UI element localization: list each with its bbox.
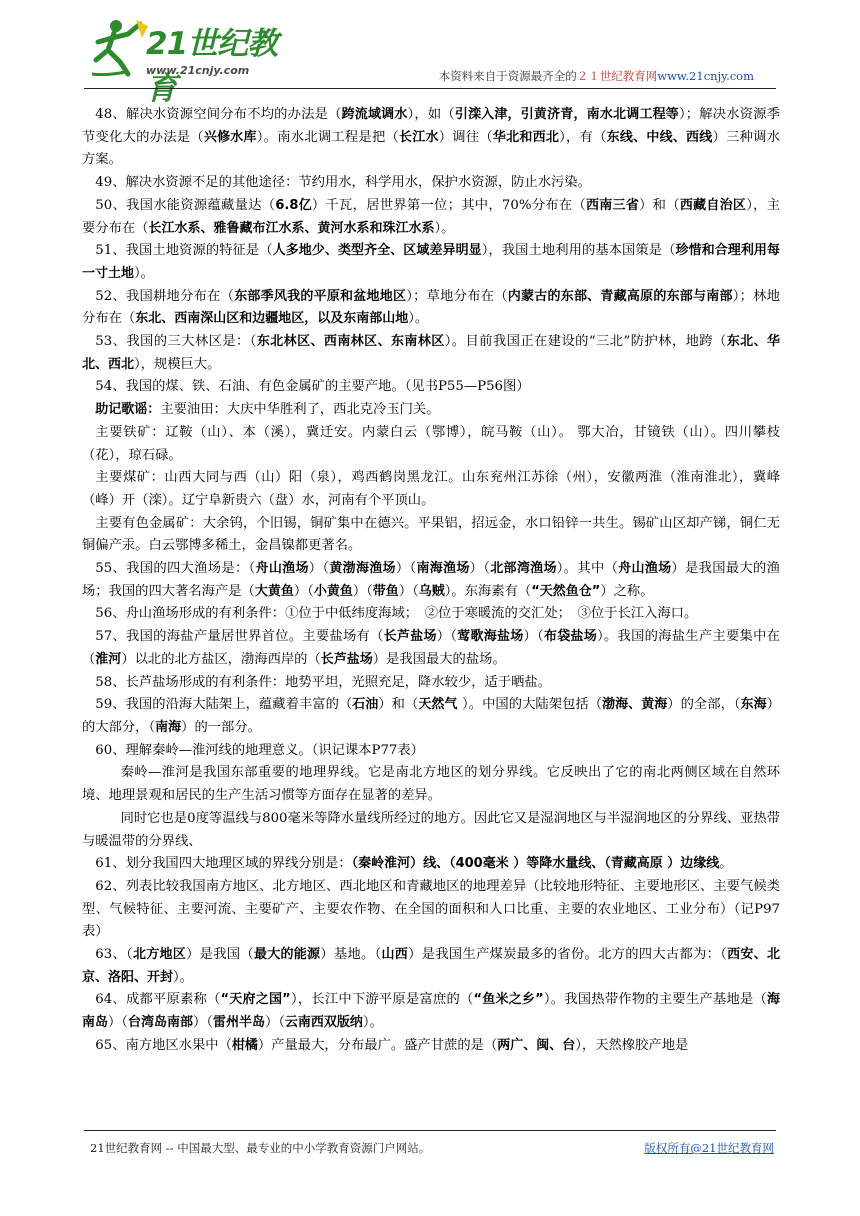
footer-slogan: 21世纪教育网 -- 中国最大型、最专业的中小学教育资源门户网站。: [90, 1141, 431, 1155]
paragraph: [82, 626, 780, 671]
paragraph: [82, 399, 780, 422]
body-text: ）。: [362, 1015, 383, 1031]
body-text: ）是我国生产煤炭最多的省份。北方的四大古都为：（: [408, 947, 728, 963]
paragraph: [82, 422, 780, 467]
answer-text: 6.8亿: [275, 197, 312, 213]
answer-text: 乌贼: [418, 583, 445, 599]
body-text: ）。南水北调工程是把（: [256, 129, 400, 145]
body-text: 秦岭—淮河是我国东部重要的地理界线。它是南北方地区的划分界线。它反映出了它的南北两侧区域在自然环境、地理景观和居民的生产生活习惯等方面存在显著的差异。: [82, 765, 780, 804]
body-text: ）；解决水资源季节变化大的办法是（: [82, 107, 780, 145]
answer-text: 西安、北京、洛阳、开封: [82, 947, 780, 985]
answer-text: 两广、闽、台: [497, 1037, 576, 1053]
runner-icon: [84, 16, 154, 80]
body-text: ）基地。（: [320, 947, 382, 963]
body-text: 56、舟山渔场形成的有利条件：①位于中低纬度海域； ②位于寒暖流的交汇处； ③位于长江入海口。: [95, 606, 698, 622]
document-body: [82, 104, 780, 1058]
body-text: ）的全部，（: [667, 697, 741, 713]
body-text: ）（: [398, 583, 419, 599]
answer-text: 北部湾渔场: [490, 561, 557, 577]
body-text: 主要煤矿：山西大同与西（山）阳（泉），鸡西鹤岗黑龙江。山东兖州江苏徐（州），安徽两淮（淮南淮北），冀峰（峰）开（滦）。辽宁阜新贵六（盘）水，河南有个平顶山。: [82, 470, 780, 508]
answer-text: 长江水系、雅鲁藏布江水系、黄河水系和珠江水系: [148, 220, 435, 236]
answer-text: 兴修水库: [203, 129, 257, 145]
body-text: 主要铁矿：辽鞍（山）、本（溪），冀迁安。内蒙白云（鄂博），皖马鞍（山）。 鄂大冶，甘镜铁（山）。四川攀枝（花），琼石碌。: [82, 424, 780, 463]
answer-text: 舟山渔场: [618, 561, 672, 577]
answer-text: 内蒙古的东部、青藏高原的东部与南部: [507, 288, 733, 304]
answer-text: 云南西双版纳: [284, 1015, 363, 1031]
answer-text: 黄渤海渔场: [329, 561, 396, 577]
footer-copyright-link[interactable]: 版权所有@21世纪教育网: [644, 1141, 774, 1155]
answer-text: 山西: [381, 947, 409, 963]
answer-text: “天府之国”: [220, 992, 291, 1008]
answer-text: 布袋盐场: [543, 629, 598, 645]
answer-text: 引滦入津，引黄济青，南水北调工程等: [454, 107, 679, 122]
body-text: ），天然橡胶产地是: [575, 1037, 689, 1053]
body-text: ），有（: [559, 129, 607, 145]
body-text: ）是我国最大的渔场；我国的四大著名海产是（: [82, 561, 780, 599]
source-site[interactable]: ２１世纪教育网: [576, 69, 658, 83]
body-text: ）；林地分布在（: [82, 288, 780, 327]
body-text: ）（: [436, 629, 458, 645]
body-text: 65、南方地区水果中（: [95, 1037, 232, 1053]
body-text: ）（: [264, 1015, 285, 1031]
paragraph: [82, 603, 780, 626]
paragraph: [82, 740, 780, 763]
logo-url: www.21cnjy.com: [146, 64, 250, 77]
body-text: ）。我国热带作物的主要生产基地是（: [543, 992, 767, 1008]
header-source-note: [439, 68, 754, 84]
paragraph: [82, 172, 780, 195]
answer-text: 长芦盐场: [320, 651, 373, 667]
paragraph: [82, 944, 780, 989]
answer-text: 淮河: [95, 651, 122, 667]
body-text: 主要油田：大庆中华胜利了，西北克冷玉门关。: [160, 402, 440, 418]
body-text: 。: [719, 856, 733, 872]
answer-text: 华北和西北: [492, 129, 560, 145]
paragraph: [82, 989, 780, 1034]
answer-text: 北方地区: [132, 947, 187, 963]
answer-text: 东北、西南深山区和边疆地区，以及东南部山地: [135, 311, 409, 327]
answer-text: 助记歌谣：: [95, 402, 161, 418]
body-text: ），长江中下游平原是富庶的（: [290, 992, 474, 1008]
body-text: ）（: [308, 561, 330, 577]
body-text: ）产量最大，分布最广。盛产甘蔗的是（: [257, 1037, 498, 1053]
paragraph: [82, 513, 780, 558]
body-text: ）和（: [639, 197, 680, 213]
body-text: 57、我国的海盐产量居世界首位。主要盐场有（: [95, 629, 384, 645]
body-text: ），主要分布在（: [82, 197, 780, 236]
paragraph: [82, 286, 780, 331]
body-text: 51、我国土地资源的特征是（: [95, 243, 273, 259]
site-logo[interactable]: [84, 16, 284, 107]
paragraph: [82, 195, 780, 240]
paragraph: [82, 672, 780, 695]
body-text: ）（: [192, 1015, 213, 1031]
paragraph: [82, 376, 780, 399]
body-text: ）和（: [378, 697, 419, 713]
answer-text: 莺歌海盐场: [457, 629, 524, 645]
body-text: ）的大部分，（: [82, 697, 780, 735]
body-text: ）。: [408, 311, 429, 327]
paragraph: [82, 762, 780, 807]
answer-text: 东海: [740, 697, 767, 713]
body-text: 61、划分我国四大地理区域的界线分别是：: [95, 856, 352, 872]
header-divider: [84, 88, 776, 89]
body-text: ）（: [293, 583, 314, 599]
answer-text: 长芦盐场: [383, 629, 437, 645]
body-text: ）。: [434, 220, 455, 236]
body-text: ）的一部分。: [181, 719, 261, 735]
answer-text: “天然鱼仓”: [531, 583, 601, 599]
paragraph: [82, 876, 780, 944]
body-text: ）是我国（: [186, 947, 254, 963]
body-text: 主要有色金属矿：大余钨，个旧锡，铜矿集中在德兴。平果铝，招远金，水口铅锌一共生。锡矿山区却产锑，铜仁无铜偏产汞。白云鄂博多稀土，金昌镍都更著名。: [82, 515, 780, 554]
body-text: ）（: [352, 583, 373, 599]
answer-text: 长江水: [399, 129, 439, 145]
answer-text: 南海: [155, 719, 182, 735]
body-text: ）三种调水方案。: [82, 129, 780, 168]
answer-text: 带鱼: [372, 583, 399, 599]
answer-text: （秦岭淮河）线、（400毫米 ）等降水量线、（青藏高原 ）边缘线: [351, 856, 720, 872]
body-text: ）调往（: [438, 129, 493, 145]
answer-text: 柑橘: [231, 1037, 258, 1053]
paragraph: [82, 467, 780, 512]
answer-text: 小黄鱼: [313, 583, 353, 599]
answer-text: 东部季风我的平原和盆地地区: [234, 288, 407, 304]
body-text: 60、理解秦岭—淮河线的地理意义。（识记课本P77表）: [95, 742, 424, 758]
body-text: 55、我国的四大渔场是：（: [95, 561, 256, 577]
body-text: ）以北的北方盐区，渤海西岸的（: [121, 651, 321, 667]
paragraph: [82, 240, 780, 285]
body-text: ）（: [523, 629, 544, 645]
body-text: ）（: [395, 561, 417, 577]
paragraph: [82, 1035, 780, 1058]
body-text: ）（: [469, 561, 491, 577]
body-text: ）是我国最大的盐场。: [372, 651, 506, 667]
body-text: 63、（: [95, 947, 133, 963]
body-text: ）。: [134, 265, 154, 281]
body-text: 同时它也是0度等温线与800毫米等降水量线所经过的地方。因此它又是湿润地区与半湿润地区的分界线、亚热带与暖温带的分界线、: [82, 810, 780, 849]
answer-text: 石油: [352, 697, 379, 713]
answer-text: 西藏自治区: [679, 197, 747, 213]
body-text: ），我国土地利用的基本国策是（: [481, 243, 676, 259]
answer-text: 南海渔场: [416, 561, 470, 577]
answer-text: 人多地少、类型齐全、区域差异明显: [272, 243, 482, 259]
body-text: 49、解决水资源不足的其他途径：节约用水，科学用水，保护水资源，防止水污染。: [95, 175, 591, 191]
answer-text: “鱼米之乡”: [473, 992, 544, 1008]
body-text: 50、我国水能资源蕴藏量达（: [95, 197, 276, 213]
paragraph: [82, 331, 780, 376]
paragraph: [82, 558, 780, 603]
answer-text: 舟山渔场: [255, 561, 309, 577]
answer-text: 最大的能源: [253, 947, 321, 963]
paragraph: [82, 694, 780, 739]
body-text: ）。中国的大陆架包括（: [462, 697, 603, 713]
paragraph: [82, 104, 780, 172]
body-text: ）之称。: [600, 583, 654, 599]
body-text: ）。其中（: [556, 561, 619, 577]
body-text: 53、我国的三大林区是：（: [95, 334, 257, 350]
body-text: 59、我国的沿海大陆架上，蕴藏着丰富的（: [95, 697, 353, 713]
answer-text: 雷州半岛: [212, 1015, 265, 1031]
body-text: 54、我国的煤、铁、石油、有色金属矿的主要产地。（见书P55—P56图）: [95, 379, 530, 395]
logo-wordmark: 21世纪教育: [146, 26, 278, 107]
body-text: ）。目前我国正在建设的“三北”防护林，地跨（: [444, 334, 727, 350]
answer-text: 台湾岛南部: [127, 1015, 193, 1031]
body-text: 62、列表比较我国南方地区、北方地区、西北地区和青藏地区的地理差异（比较地形特征、主要地形区、主要气候类型、气候特征、主要河流、主要矿产、主要农作物、在全国的面积和人口比重、主要的农业地区、工业分布）（记P97表）: [82, 878, 780, 940]
body-text: ）。我国的海盐生产主要集中在（: [82, 629, 780, 667]
body-text: ）。: [173, 969, 193, 985]
footer-divider: [84, 1130, 776, 1131]
answer-text: 东线、中线、西线: [606, 129, 713, 145]
source-url[interactable]: www.21cnjy.com: [657, 69, 754, 83]
page-header: [0, 0, 860, 107]
body-text: 48、解决水资源空间分布不均的办法是（: [95, 107, 342, 122]
answer-text: 东北、华北、西北: [82, 334, 780, 372]
body-text: ）（: [108, 1015, 128, 1031]
body-text: ）；草地分布在（: [406, 288, 508, 304]
paragraph: [82, 808, 780, 853]
answer-text: 天然气: [418, 697, 463, 713]
body-text: ）千瓦，居世界第一位；其中，70%分布在（: [311, 197, 587, 213]
body-text: ）。东海素有（: [444, 583, 532, 599]
answer-text: 西南三省: [586, 197, 640, 213]
paragraph: [82, 853, 780, 876]
answer-text: 大黄鱼: [254, 583, 294, 599]
answer-text: 跨流域调水: [341, 107, 408, 122]
body-text: 64、成都平原素称（: [95, 992, 221, 1008]
body-text: 52、我国耕地分布在（: [95, 288, 235, 304]
answer-text: 东北林区、西南林区、东南林区: [256, 334, 445, 350]
body-text: ），规模巨大。: [134, 356, 221, 372]
body-text: ），如（: [407, 107, 455, 122]
answer-text: 海南岛: [82, 992, 781, 1031]
body-text: 58、长芦盐场形成的有利条件：地势平坦，光照充足，降水较少，适于晒盐。: [95, 674, 552, 690]
answer-text: 渤海、黄海: [602, 697, 668, 713]
source-prefix: 本资料来自于资源最齐全的: [438, 69, 577, 83]
answer-text: 珍惜和合理利用每一寸土地: [82, 243, 780, 281]
